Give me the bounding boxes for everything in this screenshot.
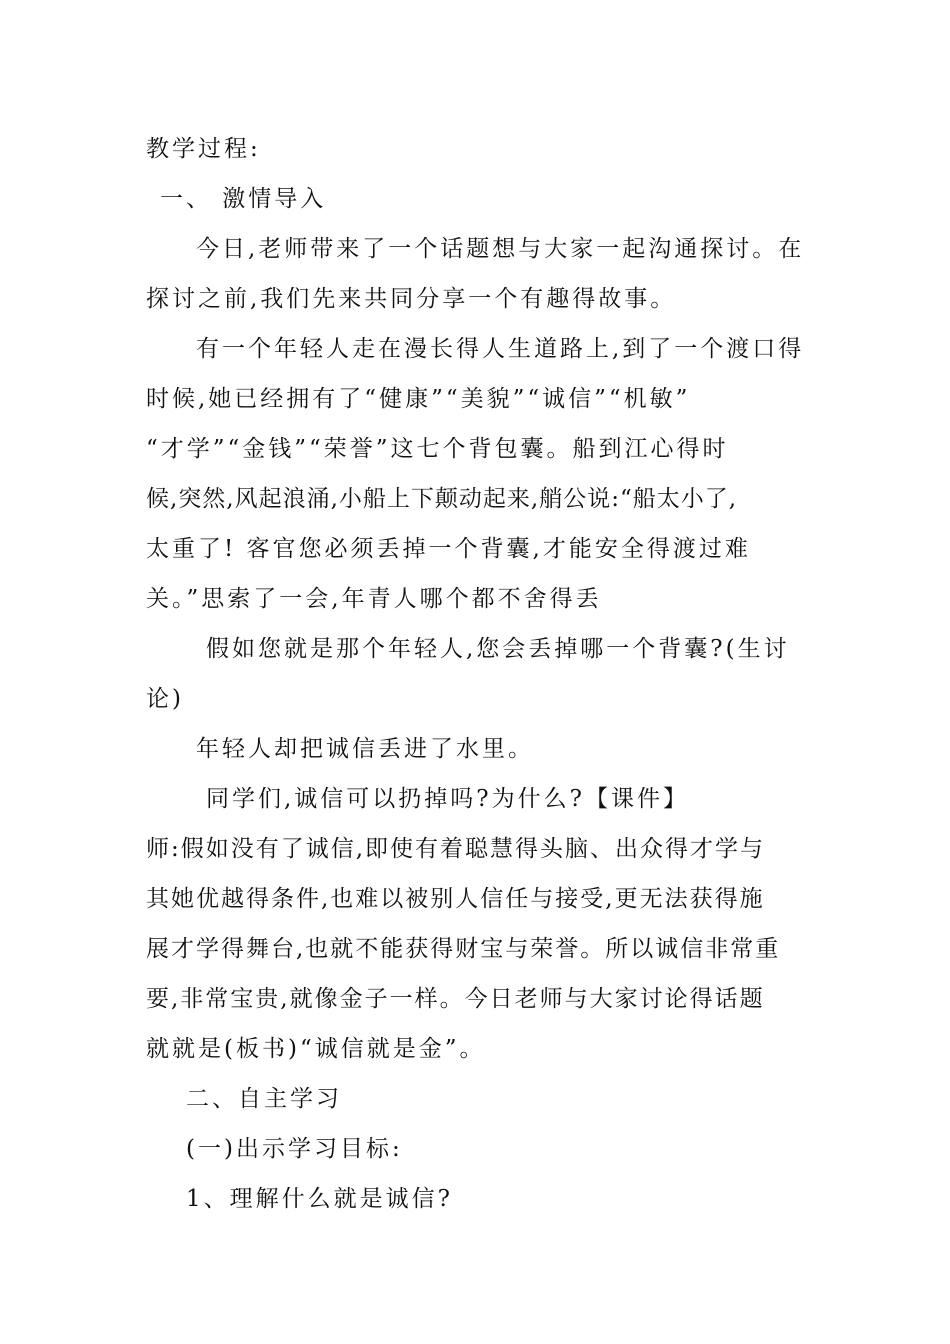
paragraph-line: 年轻人却把诚信丢进了水里。 [196,736,534,762]
paragraph-line: 要,非常宝贵,就像金子一样。今日老师与大家讨论得话题 [146,986,765,1012]
paragraph-line: 同学们,诚信可以扔掉吗?为什么?【课件】 [206,786,689,812]
paragraph-line: 论) [146,686,184,712]
paragraph-line: 其她优越得条件,也难以被别人信任与接受,更无法获得施 [146,886,765,912]
paragraph-line: 候,突然,风起浪涌,小船上下颠动起来,艄公说:“船太小了, [146,486,738,512]
paragraph-line: 假如您就是那个年轻人,您会丢掉哪一个背囊?(生讨 [206,636,790,662]
subsection-heading-goals: (一)出示学习目标: [186,1136,403,1162]
paragraph-line: 有一个年轻人走在漫长得人生道路上,到了一个渡口得 [196,336,805,362]
section-heading-intro: 一、 激情导入 [160,186,327,212]
list-item: 1、理解什么就是诚信? [186,1186,453,1212]
section-heading-self-study: 二、自主学习 [186,1086,342,1112]
section-heading-process: 教学过程: [146,136,261,162]
paragraph-line: 展才学得舞台,也就不能获得财宝与荣誉。所以诚信非常重 [146,936,781,962]
paragraph-line: 探讨之前,我们先来共同分享一个有趣得故事。 [146,286,677,312]
paragraph-line: “才学”“金钱”“荣誉”这七个背包囊。船到江心得时 [146,436,729,462]
paragraph-line: 关。”思索了一会,年青人哪个都不舍得丢 [146,586,602,612]
paragraph-line: 太重了! 客官您必须丢掉一个背囊,才能安全得渡过难 [146,536,751,562]
paragraph-line: 师:假如没有了诚信,即使有着聪慧得头脑、出众得才学与 [146,836,766,862]
paragraph-line: 今日,老师带来了一个话题想与大家一起沟通探讨。在 [196,236,805,262]
paragraph-line: 就就是(板书)“诚信就是金”。 [146,1036,486,1062]
paragraph-line: 时候,她已经拥有了“健康”“美貌”“诚信”“机敏” [146,386,691,412]
